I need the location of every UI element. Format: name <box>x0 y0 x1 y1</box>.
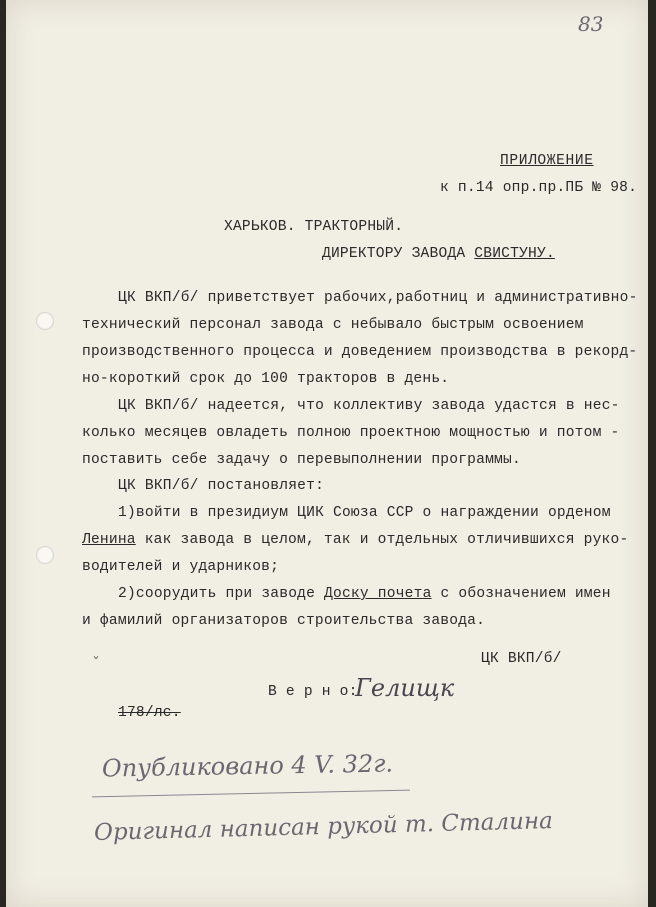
sender: ЦК ВКП/б/ <box>481 651 562 667</box>
published-note: Опубликовано 4 V. 32г. <box>101 749 394 783</box>
punch-hole <box>36 312 54 330</box>
item-2-line: и фамилий организаторов строительства завода. <box>82 613 486 629</box>
paragraph-2-line: ЦК ВКП/б/ надеется, что коллективу завода удастся в нес- <box>118 398 620 414</box>
page-number: 83 <box>578 12 604 36</box>
item-1-text: как завода в целом, так и отдельных отличившихся руко- <box>135 532 629 548</box>
appendix-reference: к п.14 опр.пр.ПБ № 98. <box>440 180 638 196</box>
paragraph-1-line: ЦК ВКП/б/ приветствует рабочих,работниц и административно- <box>118 290 638 306</box>
recipient-name: СВИСТУНУ. <box>474 246 555 262</box>
origin-note: Оригинал написан рукой т. Сталина <box>93 807 554 847</box>
recipient-prefix: ДИРЕКТОРУ ЗАВОДА <box>322 246 475 262</box>
punch-hole <box>36 546 54 564</box>
reference-number: 178/лс. <box>118 705 181 721</box>
tick-mark: ˇ <box>92 654 100 673</box>
item-2-prefix: 2)соорудить при заводе <box>118 586 325 602</box>
paragraph-2-line: поставить себе задачу о перевыполнении программы. <box>82 452 521 468</box>
item-1-line: водителей и ударников; <box>82 559 280 575</box>
paragraph-1-line: производственного процесса и доведением производства в рекорд- <box>82 344 638 360</box>
paragraph-3: ЦК ВКП/б/ постановляет: <box>118 478 325 494</box>
paragraph-1-line: но-короткий срок до 100 тракторов в день. <box>82 371 450 387</box>
published-underline <box>92 790 410 798</box>
document-page <box>6 0 648 907</box>
item-1-line: 1)войти в президиум ЦИК Союза ССР о награждении орденом <box>118 505 611 521</box>
paragraph-2-line: колько месяцев овладеть полною проектною мощностью и потом - <box>82 425 620 441</box>
appendix-title: ПРИЛОЖЕНИЕ <box>500 153 594 169</box>
address-recipient <box>322 246 555 262</box>
verno-signature: Гелищк <box>355 674 455 702</box>
order-name: Ленина <box>82 532 136 548</box>
item-1-line <box>82 532 628 548</box>
address-city: ХАРЬКОВ. ТРАКТОРНЫЙ. <box>224 219 404 235</box>
item-2-line <box>118 586 611 602</box>
honor-board: Доску почета <box>324 586 432 602</box>
paragraph-1-line: технический персонал завода с небывало быстрым освоением <box>82 317 584 333</box>
verno-label: В е р н о: <box>268 684 358 700</box>
item-2-text: с обозначением имен <box>431 586 611 602</box>
